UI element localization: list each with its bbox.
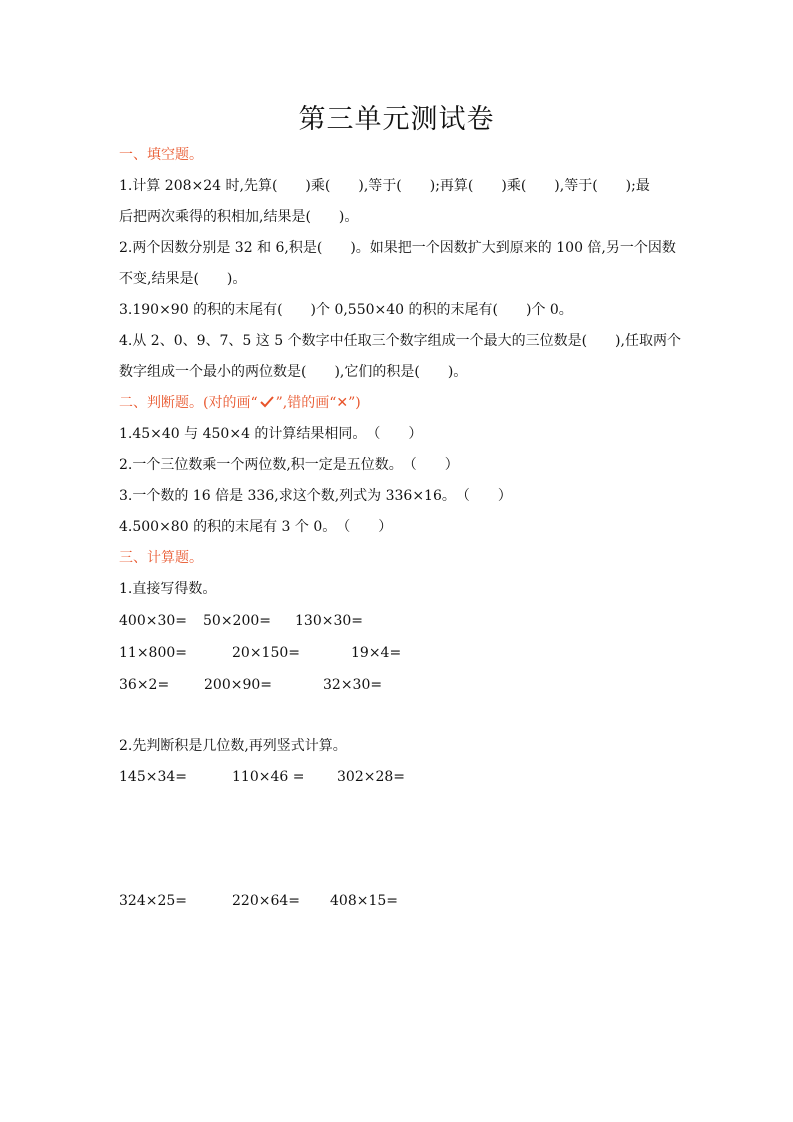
calc-item: 324×25= [119, 893, 187, 909]
question-3: 3.190×90 的积的末尾有( )个 0,550×40 的积的末尾有( )个 0。 [119, 302, 573, 318]
calc-item: 20×150= [232, 645, 300, 661]
calc-item: 50×200= [203, 613, 271, 629]
judge-question-1: 1.45×40 与 450×4 的计算结果相同。 （ ） [119, 426, 423, 442]
calc-item: 32×30= [323, 677, 383, 693]
calc-item: 400×30= [119, 613, 187, 629]
judge-question-3: 3.一个数的 16 倍是 336,求这个数,列式为 336×16。 （ ） [119, 488, 512, 504]
question-1-line-1: 1.计算 208×24 时,先算( )乘( ),等于( );再算( )乘( ),等于( );最 [119, 178, 650, 194]
section-heading-fill-blanks: 一、填空题。 [119, 147, 203, 163]
calc-item: 19×4= [351, 645, 402, 661]
calc-item: 145×34= [119, 769, 187, 785]
page-title: 第三单元测试卷 [298, 104, 495, 135]
sub-question-2: 2.先判断积是几位数,再列竖式计算。 [119, 738, 347, 754]
section-heading-true-false-start: 二、判断题。(对的画“ [119, 395, 258, 411]
judge-question-2: 2.一个三位数乘一个两位数,积一定是五位数。 （ ） [119, 457, 459, 473]
question-1-line-2: 后把两次乘得的积相加,结果是( )。 [119, 209, 359, 225]
question-2-line-2: 不变,结果是( )。 [119, 271, 247, 287]
calc-item: 408×15= [330, 893, 398, 909]
calc-item: 11×800= [119, 645, 187, 661]
calc-item: 36×2= [119, 677, 170, 693]
section-heading-true-false [119, 394, 361, 412]
calc-item: 110×46 = [232, 769, 305, 785]
check-mark-glyph [258, 395, 276, 409]
calc-item: 130×30= [295, 613, 363, 629]
section-heading-calculation: 三、计算题。 [119, 550, 203, 566]
sub-question-1: 1.直接写得数。 [119, 581, 217, 597]
question-4-line-2: 数字组成一个最小的两位数是( ),它们的积是( )。 [119, 364, 468, 380]
section-heading-true-false-end: ”,错的画“✕”) [275, 395, 361, 411]
calc-item: 302×28= [337, 769, 405, 785]
calc-item: 200×90= [204, 677, 272, 693]
calc-item: 220×64= [232, 893, 300, 909]
question-2-line-1: 2.两个因数分别是 32 和 6,积是( )。如果把一个因数扩大到原来的 100 倍,另一个因数 [119, 240, 676, 256]
check-mark-icon [258, 395, 276, 409]
question-4-line-1: 4.从 2、0、9、7、5 这 5 个数字中任取三个数字组成一个最大的三位数是( ),任取两个 [119, 333, 681, 349]
judge-question-4: 4.500×80 的积的末尾有 3 个 0。 （ ） [119, 519, 393, 535]
